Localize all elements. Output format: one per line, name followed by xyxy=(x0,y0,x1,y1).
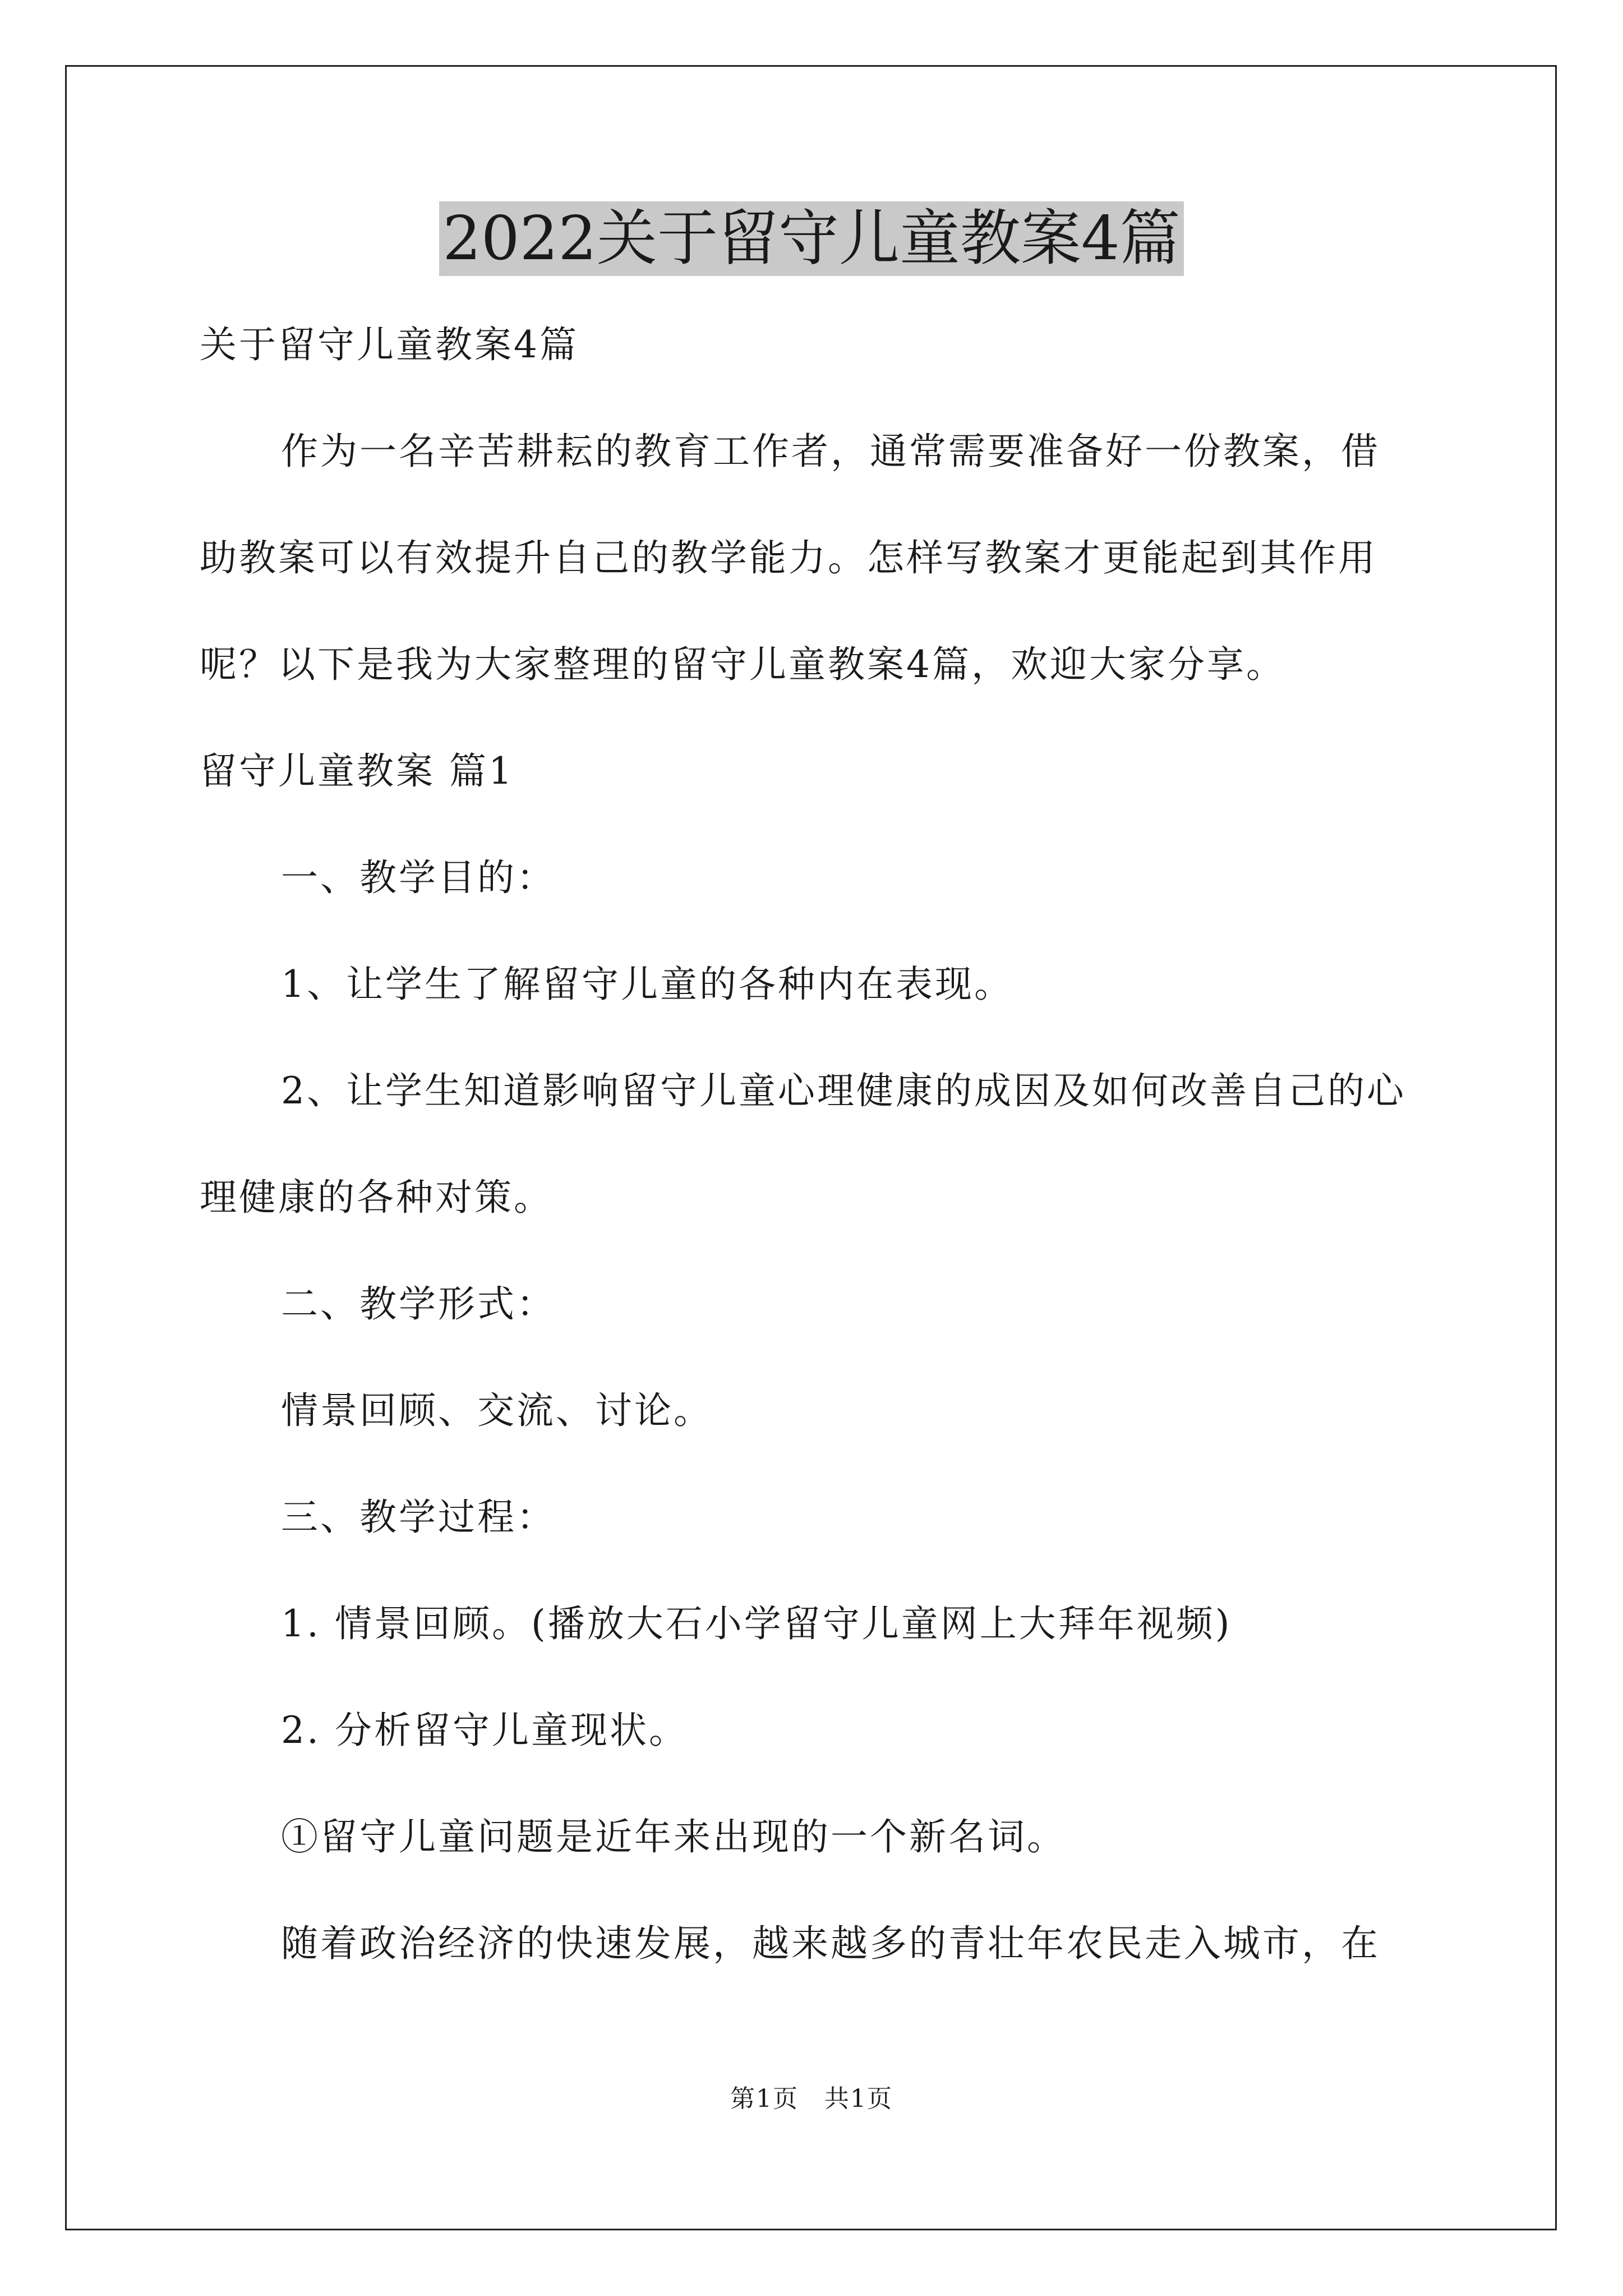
intro-line-1: 作为一名辛苦耕耘的教育工作者，通常需要准备好一份教案，借 xyxy=(281,430,1380,473)
form-heading: 二、教学形式： xyxy=(281,1282,556,1326)
document-title xyxy=(0,200,1623,278)
point-1: ①留守儿童问题是近年来出现的一个新名词。 xyxy=(281,1815,1066,1858)
goal-item-2-line-1: 2、让学生知道影响留守儿童心理健康的成因及如何改善自己的心 xyxy=(281,1069,1406,1112)
goal-item-2-line-2: 理健康的各种对策。 xyxy=(200,1176,553,1219)
subtitle: 关于留守儿童教案4篇 xyxy=(200,323,579,366)
process-item-2: 2. 分析留守儿童现状。 xyxy=(281,1709,688,1752)
form-text: 情景回顾、交流、讨论。 xyxy=(281,1389,713,1432)
intro-line-2: 助教案可以有效提升自己的教学能力。怎样写教案才更能起到其作用 xyxy=(200,536,1377,579)
process-heading: 三、教学过程： xyxy=(281,1496,556,1539)
page-border xyxy=(65,65,1557,2230)
goal-item-1: 1、让学生了解留守儿童的各种内在表现。 xyxy=(281,963,1013,1006)
goal-heading: 一、教学目的： xyxy=(281,856,556,899)
point-1-text: 随着政治经济的快速发展，越来越多的青壮年农民走入城市，在 xyxy=(281,1922,1380,1965)
intro-line-3: 呢？以下是我为大家整理的留守儿童教案4篇，欢迎大家分享。 xyxy=(200,643,1285,686)
section-heading: 留守儿童教案 篇1 xyxy=(200,749,514,793)
page-number: 第1页 共1页 xyxy=(730,2085,893,2113)
document-title-text: 2022关于留守儿童教案4篇 xyxy=(439,201,1184,276)
process-item-1: 1. 情景回顾。(播放大石小学留守儿童网上大拜年视频) xyxy=(281,1602,1232,1645)
page-footer xyxy=(0,2082,1623,2116)
